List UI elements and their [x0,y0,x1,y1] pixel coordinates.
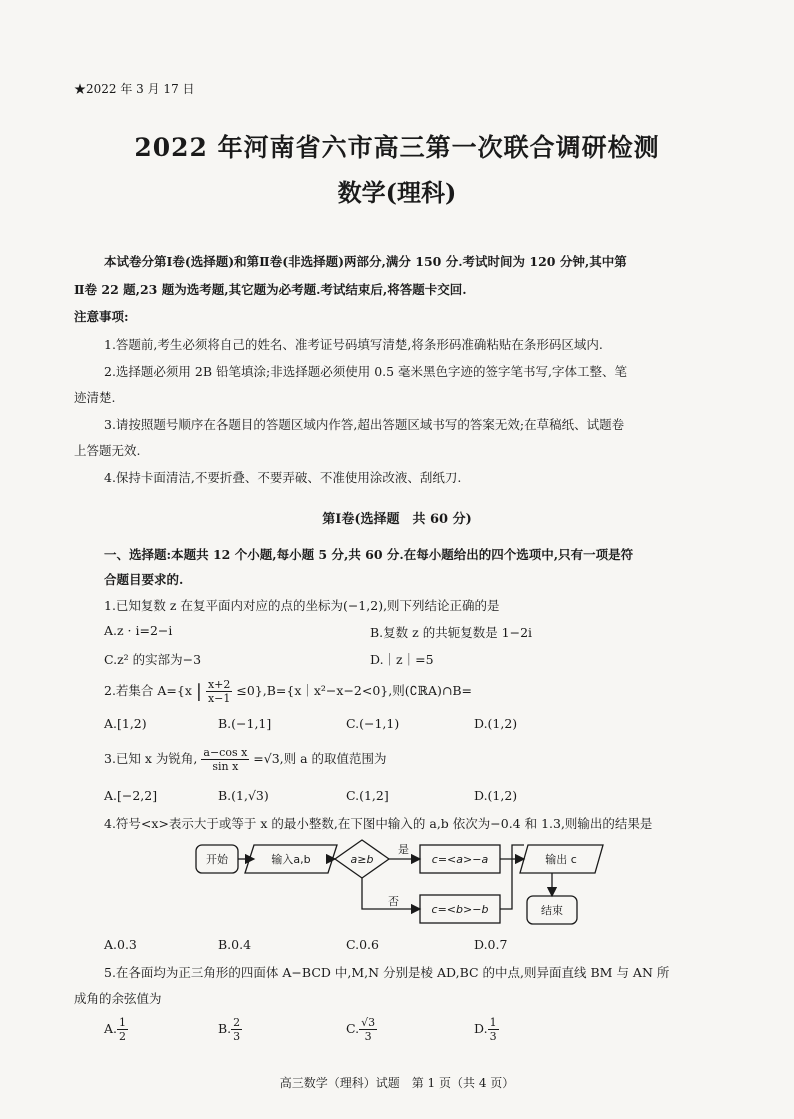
q4-option-a: A.0.3 [104,937,137,952]
flow-output-label: 输出 c [545,853,577,866]
q5-option-b [218,1016,242,1043]
note-2b: 迹清楚. [74,390,116,405]
flow-yes-process-label: c=<a>−a [431,853,489,866]
q2-stem-pre: 2.若集合 A={x [104,683,192,698]
q1-stem: 1.已知复数 z 在复平面内对应的点的坐标为(−1,2),则下列结论正确的是 [104,598,500,613]
q2-option-b: B.(−1,1] [218,716,272,731]
section-instruction-2: 合题目要求的. [104,572,184,587]
q4-option-b: B.0.4 [218,937,252,952]
q5-option-d-fraction [488,1016,499,1043]
section-instruction-1: 一、选择题:本题共 12 个小题,每小题 5 分,共 60 分.在每小题给出的四个选项中,只有一项是符 [104,547,634,562]
q3-option-b: B.(1,√3) [218,788,269,803]
q5-stem-2: 成角的余弦值为 [74,991,162,1006]
q2-stem-post: ≤0},B={x｜x²−x−2<0},则(∁ℝA)∩B= [236,683,472,698]
q2-option-d: D.(1,2) [474,716,518,731]
q5-option-d-letter: D. [474,1021,488,1036]
q3-fraction-denominator: sin x [212,760,239,773]
flow-no-process-label: c=<b>−b [431,903,489,916]
q1-option-a: A.z · i=2−i [104,623,173,638]
q1-option-d: D.｜z｜=5 [370,652,434,667]
q5-option-b-fraction [231,1016,242,1043]
flow-decision-label: a≥b [350,853,374,866]
flow-input-label: 输入a,b [271,853,311,866]
note-3a: 3.请按照题号顺序在各题目的答题区域内作答,超出答题区域书写的答案无效;在草稿纸、试题卷 [104,417,625,432]
q5-d-numerator: 1 [489,1016,497,1029]
note-4: 4.保持卡面清洁,不要折叠、不要弄破、不准使用涂改液、刮纸刀. [104,470,462,485]
intro-line-1: 本试卷分第Ⅰ卷(选择题)和第Ⅱ卷(非选择题)两部分,满分 150 分.考试时间为 120 分钟,其中第 [104,254,627,269]
q3-option-c: C.(1,2] [346,788,389,803]
q5-option-d [474,1016,499,1043]
q5-option-a [104,1016,128,1043]
q5-c-numerator: √3 [361,1016,376,1029]
flow-yes-label: 是 [398,843,409,856]
q2-option-c: C.(−1,1) [346,716,400,731]
exam-title: 2022 年河南省六市高三第一次联合调研检测 [134,133,660,162]
q5-d-denominator: 3 [489,1030,497,1043]
note-1: 1.答题前,考生必须将自己的姓名、准考证号码填写清楚,将条形码准确粘贴在条形码区域内. [104,337,603,352]
q4-stem: 4.符号<x>表示大于或等于 x 的最小整数,在下图中输入的 a,b 依次为−0.4 和 1.3,则输出的结果是 [104,816,653,831]
q3-option-d: D.(1,2) [474,788,518,803]
exam-date: ★2022 年 3 月 17 日 [74,82,195,96]
q5-option-c-letter: C. [346,1021,360,1036]
q2-bar: | [195,681,202,702]
q3-option-a: A.[−2,2] [104,788,158,803]
q5-b-denominator: 3 [233,1030,241,1043]
q2-option-a: A.[1,2) [104,716,147,731]
q5-c-denominator: 3 [364,1030,372,1043]
q5-b-numerator: 2 [233,1016,241,1029]
notes-heading: 注意事项: [74,309,129,324]
q2-fraction-numerator: x+2 [207,678,231,691]
flow-no-label: 否 [388,895,399,908]
q5-a-numerator: 1 [119,1016,127,1029]
q1-option-c: C.z² 的实部为−3 [104,652,202,667]
q5-option-a-fraction [117,1016,128,1043]
flow-end-label: 结束 [541,904,563,917]
q3-stem-post: =√3,则 a 的取值范围为 [253,751,387,766]
q4-option-c: C.0.6 [346,937,379,952]
flow-start-label: 开始 [206,853,228,866]
q5-option-c [346,1016,377,1043]
intro-line-2: Ⅱ卷 22 题,23 题为选考题,其它题为必考题.考试结束后,将答题卡交回. [74,282,467,297]
q5-option-c-fraction [359,1016,377,1043]
q5-stem-1: 5.在各面均为正三角形的四面体 A−BCD 中,M,N 分别是棱 AD,BC 的中点,则异面直线 BM 与 AN 所 [104,965,670,980]
q3-fraction-numerator: a−cos x [203,746,248,759]
q1-option-b: B.复数 z 的共轭复数是 1−2i [370,625,533,640]
q5-option-a-letter: A. [104,1021,118,1036]
q2-fraction-denominator: x−1 [207,692,231,705]
note-3b: 上答题无效. [74,443,141,458]
q4-option-d: D.0.7 [474,937,508,952]
q5-a-denominator: 2 [119,1030,127,1043]
q5-option-b-letter: B. [218,1021,232,1036]
q3-stem-pre: 3.已知 x 为锐角, [104,751,198,766]
exam-subtitle: 数学(理科) [337,178,457,207]
note-2a: 2.选择题必须用 2B 铅笔填涂;非选择题必须使用 0.5 毫米黑色字迹的签字笔书写,字体工整、笔 [104,364,628,379]
section-heading: 第Ⅰ卷(选择题 共 60 分) [322,512,472,527]
page-footer: 高三数学（理科）试题 第 1 页（共 4 页） [279,1076,515,1090]
